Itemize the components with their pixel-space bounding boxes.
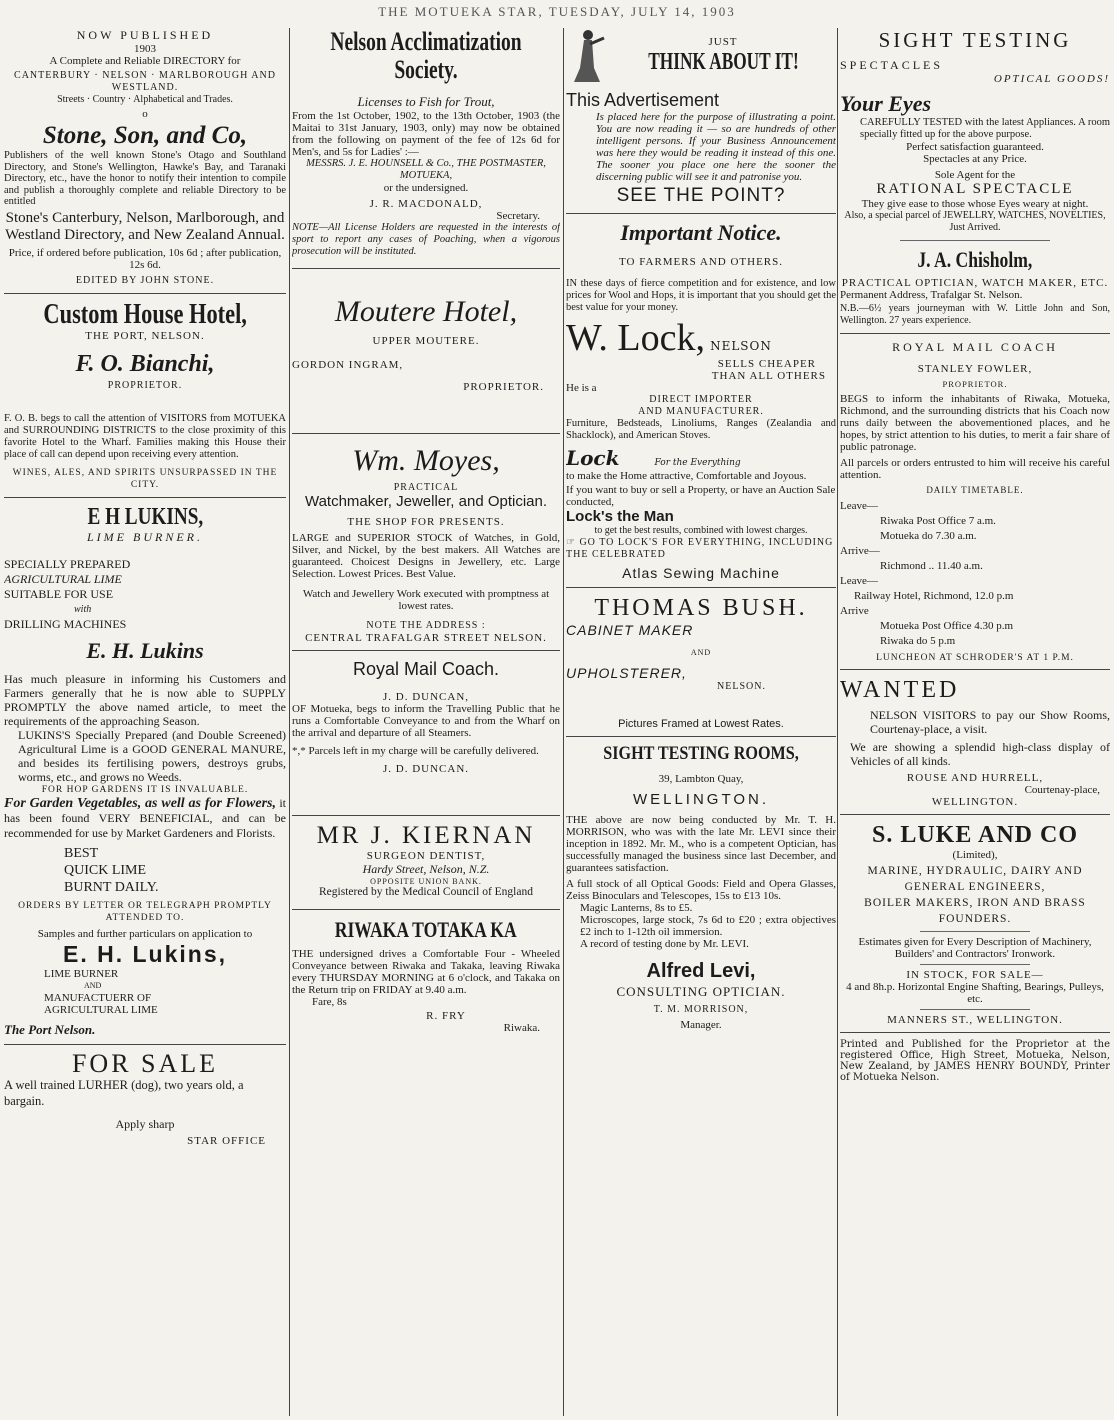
- moutere-owner: GORDON INGRAM,: [292, 359, 404, 371]
- lock-for-everything: For the Everything: [654, 458, 741, 468]
- lukins-ad: [4, 504, 286, 1038]
- he-is: He is a: [566, 382, 597, 394]
- bush-and: AND: [690, 648, 712, 657]
- w-lock-nelson: NELSON: [710, 339, 772, 353]
- wanted-firm: ROUSE AND HURRELL,: [906, 772, 1044, 784]
- morrison-role: Manager.: [680, 1019, 722, 1031]
- riwaka-title: RIWAKA TOTAKA KA: [335, 917, 517, 942]
- timetable-row: Motueka do 7.30 a.m.: [880, 530, 977, 542]
- lukins-samples: Samples and further particulars on application to: [37, 927, 253, 940]
- imprint: Printed and Published for the Proprietor at the registered Office, High Street, Motueka, Nelson, New Zealand, by JAMES HENRY BOUNDY, Printer of Motueka Nelson.: [840, 1039, 1110, 1083]
- moyes-body: LARGE and SUPERIOR STOCK of Watches, in Gold, Silver, and Nickel, by the best makers. All Watches are guaranteed. Choicest Designs in Jewellery, etc. Large Selection. Lowest Prices. Best Value.: [292, 532, 560, 580]
- licenses-agents: MESSRS. J. E. HOUNSELL & Co., THE POSTMASTER, MOTUEKA,: [306, 158, 546, 181]
- rational-spectacle: RATIONAL SPECTACLE: [876, 181, 1074, 197]
- directory-title: Stone's Canterbury, Nelson, Marlborough, and Westland Directory, and New Zealand Annual.: [5, 209, 285, 243]
- think-title: THINK ABOUT IT!: [647, 49, 799, 75]
- custom-house-body: F. O. B. begs to call the attention of VISITORS from MOTUEKA and SURROUNDING DISTRICTS to the close proximity of this favorite Hotel to the Wharf. Families making this House their place of call can depend upon receiving every attention.: [4, 412, 286, 460]
- kiernan-role: SURGEON DENTIST,: [366, 850, 486, 862]
- acclimatization-title: Nelson Acclimatization Society.: [330, 28, 522, 84]
- fowler-coach-ad: [840, 340, 1110, 663]
- stone-text: Publishers of the well known Stone's Otago and Southland Directory, and Stone's Wellington, Hawke's Bay, and Taranaki Directory, etc., have the honor to notify their intention to compile and publish a thoroughly complete and reliable Directory to be entitled: [4, 150, 286, 207]
- macdonald-role: Secretary.: [496, 210, 540, 222]
- directory-ad: NOW PUBLISHED 1903 A Complete and Reliable DIRECTORY for CANTERBURY · NELSON · MARLBOROUGH AND WESTLAND. Streets · Country · Alphabetical and Trades. o Stone, Son, and Co, Publishers of the well known Stone's Otago and Southland Directory, and Stone's Wellington, Hawke's Bay, and Taranaki Directory, etc., have the honor to notify their intention to compile and publish a thoroughly complete and reliable Directory to be entitled Stone's Canterbury, Nelson, Marlborough, and Westland Directory, and New Zealand Annual. Price, if ordered before publication, 10s 6d ; after publication, 12s 6d. EDITED BY JOHN STONE.: [4, 28, 286, 286]
- lock-results: to get the best results, combined with lowest charges.: [594, 525, 808, 536]
- bush-pictures: Pictures Framed at Lowest Rates.: [618, 718, 784, 730]
- column-4: [840, 28, 1110, 1420]
- bush-place: NELSON.: [717, 681, 766, 692]
- sells-all: THAN ALL OTHERS: [711, 370, 826, 382]
- luke-body2: BOILER MAKERS, IRON AND BRASS FOUNDERS.: [864, 897, 1086, 925]
- kiernan-ad: [292, 822, 560, 899]
- your-eyes: Your Eyes: [840, 91, 932, 116]
- lock-ad: [566, 220, 836, 581]
- custom-house-ad: [4, 300, 286, 491]
- locks-man: Lock's the Man: [566, 508, 674, 525]
- fowler-role: PROPRIETOR.: [942, 379, 1008, 389]
- for-sale-body: A well trained LURHER (dog), two years old, a bargain.: [4, 1077, 244, 1108]
- notice-body: IN these days of fierce competition and for existence, and low prices for Wool and Hops, it is important that you should get the best value for your money.: [566, 278, 836, 313]
- spectacles-label: SPECTACLES: [840, 58, 944, 72]
- lukins-port: The Port Nelson.: [4, 1021, 96, 1037]
- fry-place: Riwaka.: [503, 1022, 540, 1034]
- quick-lime-line: QUICK LIME: [64, 862, 147, 878]
- timetable-leave: Leave—: [840, 575, 878, 587]
- sight-body2: Perfect satisfaction guaranteed.: [906, 141, 1044, 153]
- optical-goods: OPTICAL GOODS!: [993, 73, 1110, 85]
- column-rule: [837, 28, 838, 1416]
- sight-parcel: Also, a special parcel of JEWELLRY, WATCHES, NOVELTIES, Just Arrived.: [844, 210, 1106, 233]
- directory-intro: A Complete and Reliable DIRECTORY for: [49, 55, 241, 67]
- wanted-title: WANTED: [840, 677, 960, 703]
- chisholm-nb: N.B.—6½ years journeyman with W. Little John and Son, Wellington. 27 years experience.: [840, 303, 1110, 326]
- lukins-trade: MANUFACTUERR OF: [44, 991, 152, 1004]
- lukins-name-top: E H LUKINS,: [87, 503, 203, 530]
- luke-ad: [840, 821, 1110, 1026]
- directory-features: Streets · Country · Alphabetical and Trades.: [57, 94, 233, 105]
- for-sale-ad: [4, 1048, 286, 1147]
- sight-rooms-body2: A full stock of all Optical Goods: Field and Opera Glasses, Zeiss Binoculars and Telescopes, 15s to £13 10s.: [566, 878, 836, 902]
- directory-year: 1903: [134, 43, 156, 55]
- lukins-orders: ORDERS BY LETTER OR TELEGRAPH PROMPTLY ATTENDED TO.: [18, 900, 272, 923]
- moyes-ad: [292, 444, 560, 644]
- column-1: [4, 28, 286, 1420]
- sight-rooms-addr: 39, Lambton Quay,: [658, 773, 744, 785]
- bush-title: THOMAS BUSH.: [594, 595, 808, 621]
- just-label: JUST: [708, 36, 738, 48]
- quick-lime-line: BURNT DAILY.: [64, 879, 159, 895]
- bianchi-role: PROPRIETOR.: [107, 379, 183, 391]
- luke-engine: 4 and 8h.p. Horizontal Engine Shafting, Bearings, Pulleys, etc.: [846, 981, 1104, 1005]
- licenses-heading: Licenses to Fish for Trout,: [357, 94, 495, 109]
- fry-sig: R. FRY: [426, 1010, 466, 1022]
- lock-ifwant: If you want to buy or sell a Property, or have an Auction Sale conducted,: [566, 484, 836, 508]
- think-body: Is placed here for the purpose of illustrating a point. You are now reading it — so are hundreds of other intelligent persons. If your Business Announcement was here they would be reading it instead of this one. The sooner you place one here the sooner the discerning public will see it and patronise you.: [596, 111, 836, 183]
- wanted-body2: We are showing a splendid high-class display of Vehicles of all kinds.: [850, 740, 1110, 768]
- timetable-row: Riwaka Post Office 7 a.m.: [880, 515, 996, 527]
- sight-rooms-city: WELLINGTON.: [632, 791, 770, 808]
- moyes-note: NOTE THE ADDRESS :: [366, 620, 486, 631]
- luke-ltd: (Limited),: [952, 849, 998, 861]
- luke-addr: MANNERS ST., WELLINGTON.: [887, 1014, 1063, 1026]
- luke-body1: MARINE, HYDRAULIC, DAIRY AND GENERAL ENGINEERS,: [867, 865, 1083, 893]
- lime-burner: LIME BURNER.: [87, 529, 203, 544]
- column-rule: [563, 28, 564, 1416]
- lukins-trade: AGRICULTURAL LIME: [44, 1003, 158, 1016]
- notice-title: Important Notice.: [620, 220, 782, 245]
- bush-ad: [566, 594, 836, 730]
- kiernan-opp: OPPOSITE UNION BANK.: [370, 877, 482, 886]
- lukins-hop: FOR HOP GARDENS IT IS INVALUABLE.: [41, 784, 249, 795]
- sight-rooms-record: A record of testing done by Mr. LEVI.: [580, 938, 749, 950]
- levi-consult: CONSULTING OPTICIAN.: [616, 984, 786, 999]
- fowler-coach-title: ROYAL MAIL COACH: [892, 340, 1058, 354]
- directory-editor: EDITED BY JOHN STONE.: [75, 274, 215, 286]
- luke-iron: Builders' and Contractors' Ironwork.: [894, 948, 1056, 960]
- spec-line: SPECIALLY PREPARED: [4, 556, 131, 571]
- sight-body1: CAREFULLY TESTED with the latest Appliances. A room specially fitted up for the above purpose.: [860, 117, 1110, 140]
- timetable-leave: Leave—: [840, 500, 878, 512]
- custom-house-footer: WINES, ALES, AND SPIRITS UNSURPASSED IN THE CITY.: [12, 467, 278, 490]
- morrison-name: T. M. MORRISON,: [653, 1004, 749, 1015]
- luke-est: Estimates given for Every Description of Machinery,: [858, 936, 1092, 948]
- direct-manufacturer: AND MANUFACTURER.: [638, 406, 764, 417]
- acclim-note: NOTE—All License Holders are requested in the interests of sport to report any cases of Poaching, when a vigorous prosecution will be instituted.: [292, 222, 560, 257]
- moyes-title: Wm. Moyes,: [352, 444, 500, 477]
- spec-line: with: [74, 603, 92, 615]
- moutere-ad: [292, 295, 560, 393]
- moyes-practical: PRACTICAL: [393, 482, 459, 493]
- timetable: [840, 499, 1110, 649]
- lukins-trade: LIME BURNER: [44, 967, 119, 980]
- sight-body3: Spectacles at any Price.: [923, 153, 1027, 165]
- see-the-point: SEE THE POINT?: [616, 185, 786, 206]
- lock-word: Lock: [566, 446, 620, 470]
- custom-house-place: THE PORT, NELSON.: [85, 329, 205, 342]
- riwaka-ad: [292, 916, 560, 1034]
- column-rule: [289, 28, 290, 1416]
- directory-regions: CANTERBURY · NELSON · MARLBOROUGH AND WESTLAND.: [14, 70, 276, 93]
- moutere-role: PROPRIETOR.: [463, 381, 544, 393]
- garden-rest: it has been found VERY BENEFICIAL, and can be recommended for use by Market Gardeners and Florists.: [4, 795, 286, 840]
- atlas-machine: Atlas Sewing Machine: [622, 565, 780, 581]
- macdonald-sig: J. R. MACDONALD,: [369, 198, 483, 210]
- chisholm-name: J. A. Chisholm,: [917, 247, 1033, 272]
- sight-rooms-title: SIGHT TESTING ROOMS,: [603, 743, 799, 764]
- royal-mail-ad: [292, 657, 560, 775]
- lock-home: to make the Home attractive, Comfortable and Joyous.: [566, 470, 807, 482]
- think-sub: This Advertisement: [566, 90, 720, 110]
- for-sale-title: FOR SALE: [71, 1048, 219, 1078]
- duncan-name: J. D. DUNCAN,: [382, 691, 470, 703]
- figure-icon: [566, 28, 606, 84]
- sight-agent: Sole Agent for the: [934, 169, 1016, 181]
- timetable-arrive: Arrive—: [840, 545, 880, 557]
- kiernan-reg: Registered by the Medical Council of England: [319, 886, 533, 898]
- chisholm-addr: Permanent Address, Trafalgar St. Nelson.: [840, 289, 1023, 301]
- lock-goods: Furniture, Bedsteads, Linoliums, Ranges (Zealandia and Shacklock), and American Stoves.: [566, 418, 836, 441]
- bush-trade2: UPHOLSTERER,: [566, 665, 687, 681]
- riwaka-fare: Fare, 8s: [312, 996, 347, 1008]
- spec-line: SUITABLE FOR USE: [4, 586, 114, 601]
- moutere-title: Moutere Hotel,: [334, 295, 518, 328]
- riwaka-body: THE undersigned drives a Comfortable Four - Wheeled Conveyance between Riwaka and Takaka, leaving Riwaka every THURSDAY MORNING at 6 o'clock, and Takaka on the Return trip on FRIDAY at 9.40 a.m.: [292, 948, 560, 996]
- sight-rooms-lanterns: Magic Lanterns, 8s to £5.: [580, 902, 693, 914]
- moutere-place: UPPER MOUTERE.: [372, 335, 480, 347]
- lukins-trade: AND: [84, 980, 102, 990]
- timetable-row: Riwaka do 5 p.m: [880, 635, 956, 647]
- wanted-body1: NELSON VISITORS to pay our Show Rooms, Courtenay-place, a visit.: [870, 708, 1110, 736]
- wanted-city: WELLINGTON.: [931, 796, 1019, 808]
- kiernan-addr: Hardy Street, Nelson, N.Z.: [362, 862, 490, 876]
- duncan-sig: J. D. DUNCAN.: [382, 763, 470, 775]
- for-sale-office: STAR OFFICE: [187, 1134, 266, 1147]
- luncheon: LUNCHEON AT SCHRODER'S AT 1 P.M.: [876, 653, 1074, 663]
- lukins-name-big: E. H. Lukins,: [62, 940, 228, 967]
- wanted-addr: Courtenay-place,: [1024, 784, 1100, 796]
- masthead: THE MOTUEKA STAR, TUESDAY, JULY 14, 1903: [378, 4, 736, 19]
- kiernan-title: MR J. KIERNAN: [316, 822, 536, 849]
- now-published: NOW PUBLISHED: [76, 28, 214, 42]
- moyes-address: CENTRAL TRAFALGAR STREET NELSON.: [305, 632, 547, 644]
- wanted-ad: [840, 676, 1110, 808]
- sight-rooms-micro: Microscopes, large stock, 7s 6d to £20 ; extra objectives £2 inch to 1-12th oil immersion.: [580, 914, 836, 938]
- licenses-body: From the 1st October, 1902, to the 13th October, 1903 (the Maitai to 31st January, 1903, only) may now be obtained from the following on payment of the fee of 12s 6d for Men's, and 5s for Ladies' :—: [292, 110, 560, 158]
- spec-line: AGRICULTURAL LIME: [4, 571, 122, 586]
- sight-rooms-body1: THE above are now being conducted by Mr. T. H. MORRISON, who was with the late Mr. LEVI since their inception in 1892. Mr. M., who is a competent Optician, has successfully managed the business since last December, and guarantees satisfaction.: [566, 814, 836, 874]
- sight-testing-title: SIGHT TESTING: [878, 28, 1072, 52]
- timetable-row: Richmond .. 11.40 a.m.: [880, 560, 983, 572]
- w-lock-name: W. Lock,: [566, 317, 705, 359]
- chisholm-trade: PRACTICAL OPTICIAN, WATCH MAKER, ETC.: [841, 277, 1109, 289]
- lukins-body2: LUKINS'S Specially Prepared (and Double Screened) Agricultural Lime is a GOOD GENERAL MANURE, and besides its fertilising powers, destroys grubs, worms, etc., and grows no Weeds.: [18, 727, 286, 784]
- fowler-name: STANLEY FOWLER,: [917, 363, 1033, 375]
- licenses-or: or the undersigned.: [383, 182, 469, 194]
- timetable-row: Motueka Post Office 4.30 p.m: [880, 620, 1014, 632]
- royal-mail-title: Royal Mail Coach.: [352, 659, 500, 679]
- royal-mail-body: OF Motueka, begs to inform the Travelling Public that he runs a Comfortable Conveyance to and from the Wharf on the arrival and departure of all Steamers.: [292, 703, 560, 739]
- column-3: [566, 28, 836, 1420]
- sight-testing-ad: [840, 28, 1110, 327]
- fowler-body: BEGS to inform the inhabitants of Riwaka, Motueka, Richmond, and the surrounding districts that his Coach now runs daily between the abovementioned places, and he hopes, by strict attention to his duties, to merit a fair share of public patronage.: [840, 393, 1110, 453]
- moyes-trade: Watchmaker, Jeweller, and Optician.: [304, 493, 548, 510]
- acclimatization-ad: [292, 28, 560, 258]
- luke-stock: IN STOCK, FOR SALE—: [906, 969, 1044, 981]
- moyes-repair: Watch and Jewellery Work executed with promptness at lowest rates.: [302, 588, 550, 612]
- for-sale-apply: Apply sharp: [115, 1116, 175, 1131]
- sells-cheaper: SELLS CHEAPER: [717, 358, 816, 370]
- lukins-gothic-name: E. H. Lukins: [86, 637, 204, 663]
- lock-goto: ☞ GO TO LOCK'S FOR EVERYTHING, INCLUDING THE CELEBRATED: [566, 537, 834, 560]
- fowler-parcels: All parcels or orders entrusted to him will receive his careful attention.: [840, 457, 1110, 481]
- moyes-shop: THE SHOP FOR PRESENTS.: [347, 516, 505, 528]
- directory-price: Price, if ordered before publication, 10s 6d ; after publication, 12s 6d.: [8, 246, 282, 271]
- timetable-arrive: Arrive: [840, 605, 869, 617]
- royal-mail-parcels: *,* Parcels left in my charge will be carefully delivered.: [292, 745, 539, 757]
- bush-trade1: CABINET MAKER: [566, 622, 694, 638]
- luke-title: S. LUKE AND CO: [871, 822, 1079, 848]
- think-ad: [566, 28, 836, 207]
- garden-heading: For Garden Vegetables, as well as for Flowers,: [4, 795, 276, 811]
- timetable-title: DAILY TIMETABLE.: [926, 485, 1024, 495]
- timetable-row: Railway Hotel, Richmond, 12.0 p.m: [854, 590, 1014, 602]
- spec-line: DRILLING MACHINES: [4, 616, 127, 631]
- notice-to: TO FARMERS AND OTHERS.: [618, 256, 783, 268]
- stone-firm: Stone, Son, and Co,: [42, 122, 248, 149]
- custom-house-title: Custom House Hotel,: [43, 298, 247, 330]
- rational-ease: They give ease to those whose Eyes weary at night.: [861, 198, 1089, 210]
- column-2: [292, 28, 560, 1420]
- direct-importer: DIRECT IMPORTER: [649, 394, 753, 405]
- bianchi-name: F. O. Bianchi,: [75, 350, 215, 377]
- levi-name: Alfred Levi,: [646, 960, 756, 982]
- sight-rooms-ad: [566, 743, 836, 1031]
- lukins-body1: Has much pleasure in informing his Customers and Farmers generally that he is now able to SUPPLY PROMPTLY the above named article, to meet the requirements of the approaching Season.: [4, 671, 286, 728]
- quick-lime-line: BEST: [64, 845, 99, 861]
